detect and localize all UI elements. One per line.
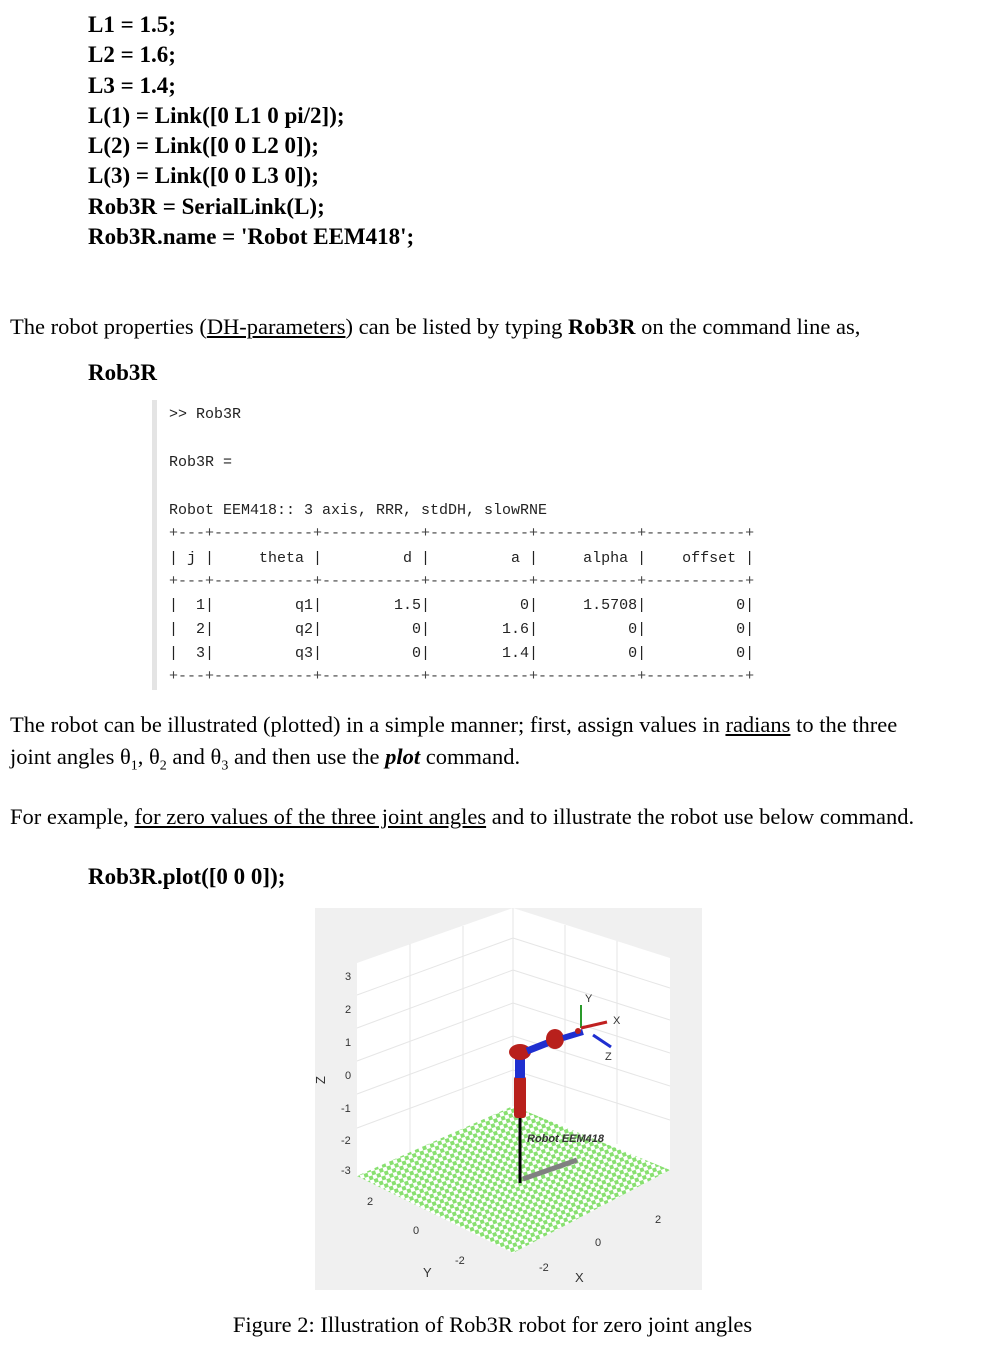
z-tick: 1	[345, 1037, 352, 1049]
terminal-assign: Rob3R =	[169, 454, 233, 471]
text: The robot can be illustrated (plotted) in a simple manner; first, assign values in	[10, 712, 726, 737]
paragraph-plot-intro	[10, 709, 982, 783]
terminal-prompt: >> Rob3R	[169, 406, 242, 423]
dh-parameters-link[interactable]: DH-parameters	[206, 314, 346, 339]
terminal-summary: Robot EEM418:: 3 axis, RRR, stdDH, slowRNE	[169, 502, 548, 519]
figure-caption: Figure 2: Illustration of Rob3R robot for zero joint angles	[232, 1312, 753, 1337]
command-plot: Rob3R.plot([0 0 0]);	[88, 864, 286, 889]
table-separator: +---+-----------+-----------+-----------+-----------+-----------+	[169, 573, 755, 590]
code-block	[88, 10, 414, 252]
bold-text: Rob3R	[567, 314, 636, 339]
table-row: | 3| q3| 0| 1.4| 0| 0|	[169, 645, 755, 662]
table-separator: +---+-----------+-----------+-----------+-----------+-----------+	[169, 525, 755, 542]
x-axis-label: X	[575, 1270, 584, 1285]
link-1-blue	[515, 1058, 525, 1078]
z-tick: 2	[345, 1004, 352, 1016]
x-tick: -2	[539, 1262, 549, 1274]
y-tick: 0	[413, 1225, 420, 1237]
x-tick: 2	[655, 1214, 662, 1226]
table-header: | j | theta | d | a | alpha | offset |	[169, 550, 755, 567]
joint-3	[546, 1029, 564, 1049]
code-line: L(2) = Link([0 0 L2 0]);	[88, 133, 319, 159]
end-effector	[575, 1028, 581, 1034]
text: ) can be listed by typing	[345, 314, 568, 339]
text: and θ	[166, 744, 222, 769]
z-tick: 3	[345, 971, 352, 983]
robot-label: Robot EEM418	[527, 1133, 605, 1145]
z-axis-label: Z	[313, 1076, 328, 1084]
text: The robot properties (	[10, 314, 207, 339]
z-tick: -1	[341, 1103, 351, 1115]
text: on the command line as,	[635, 314, 861, 339]
robot-plot-figure	[315, 908, 702, 1290]
subscript: 2	[159, 758, 167, 774]
text: command.	[420, 744, 521, 769]
text: For example,	[10, 804, 135, 829]
frame-label-y: Y	[585, 993, 593, 1005]
terminal-output	[152, 400, 857, 690]
text: and to illustrate the robot use below command.	[486, 804, 915, 829]
z-tick: 0	[345, 1070, 352, 1082]
code-line: L(3) = Link([0 0 L3 0]);	[88, 163, 319, 189]
paragraph-dh-intro	[10, 311, 982, 343]
radians-link[interactable]: radians	[725, 712, 791, 737]
frame-label-x: X	[613, 1015, 621, 1027]
command-rob3r: Rob3R	[88, 360, 158, 385]
text: and then use the	[228, 744, 386, 769]
zero-values-link[interactable]: for zero values of the three joint angles	[134, 804, 487, 829]
robot-plot-svg	[315, 908, 702, 1290]
code-line: L3 = 1.4;	[88, 72, 176, 98]
code-line: Rob3R.name = 'Robot EEM418';	[88, 224, 415, 250]
code-line: L(1) = Link([0 L1 0 pi/2]);	[88, 102, 345, 128]
y-tick: -2	[455, 1255, 465, 1267]
code-line: Rob3R = SerialLink(L);	[88, 193, 325, 219]
y-axis-label: Y	[423, 1265, 432, 1280]
table-row: | 1| q1| 1.5| 0| 1.5708| 0|	[169, 597, 755, 614]
subscript: 3	[221, 758, 229, 774]
y-tick: 2	[367, 1196, 374, 1208]
paragraph-example	[10, 801, 982, 833]
frame-label-z: Z	[605, 1051, 612, 1063]
x-tick: 0	[595, 1237, 602, 1249]
text: to the three	[790, 712, 898, 737]
code-line: L2 = 1.6;	[88, 42, 176, 68]
text: joint angles θ	[10, 744, 131, 769]
text: , θ	[137, 744, 160, 769]
plot-keyword: plot	[385, 744, 421, 769]
link-1	[514, 1076, 526, 1118]
table-row: | 2| q2| 0| 1.6| 0| 0|	[169, 621, 755, 638]
code-line: L1 = 1.5;	[88, 12, 176, 37]
z-tick: -3	[341, 1165, 351, 1177]
table-separator: +---+-----------+-----------+-----------+-----------+-----------+	[169, 668, 755, 685]
subscript: 1	[130, 758, 138, 774]
z-tick: -2	[341, 1135, 351, 1147]
